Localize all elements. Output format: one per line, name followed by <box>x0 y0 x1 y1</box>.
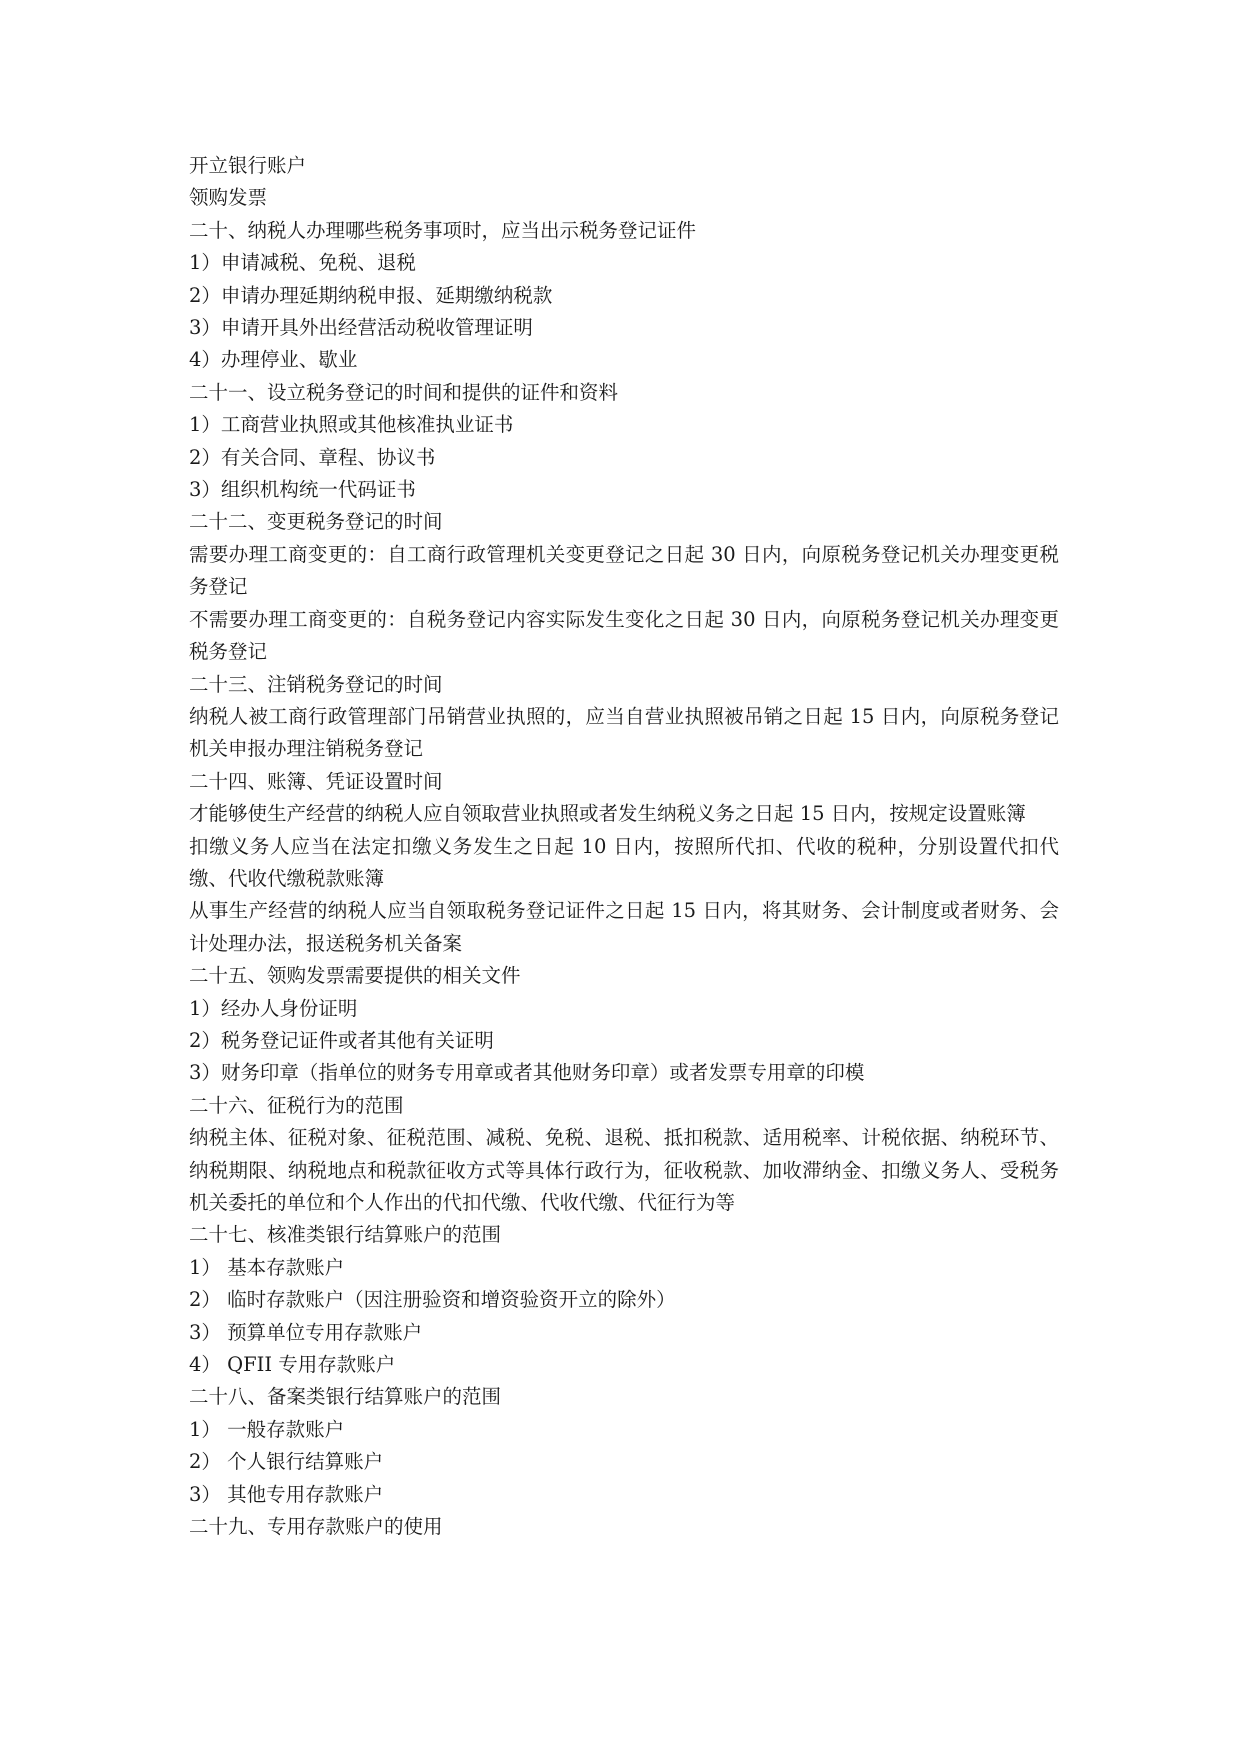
list-item: 3）组织机构统一代码证书 <box>189 478 416 502</box>
paragraph: 不需要办理工商变更的：自税务登记内容实际发生变化之日起 30 日内，向原税务登记机关办理变更税务登记 <box>189 607 1059 664</box>
section-heading: 二十八、备案类银行结算账户的范围 <box>189 1385 502 1409</box>
list-item: 1） 基本存款账户 <box>189 1255 345 1279</box>
text-line: 开立银行账户 <box>189 154 307 177</box>
paragraph: 从事生产经营的纳税人应当自领取税务登记证件之日起 15 日内，将其财务、会计制度或者财务、会计处理办法，报送税务机关备案 <box>189 899 1059 955</box>
paragraph: 纳税人被工商行政管理部门吊销营业执照的，应当自营业执照被吊销之日起 15 日内，向原税务登记机关申报办理注销税务登记 <box>189 704 1059 761</box>
list-item: 3） 预算单位专用存款账户 <box>189 1320 423 1344</box>
list-item: 4）办理停业、歇业 <box>189 348 358 372</box>
list-item: 1） 一般存款账户 <box>189 1417 345 1441</box>
list-item: 2）申请办理延期纳税申报、延期缴纳税款 <box>189 283 553 307</box>
list-item: 3） 其他专用存款账户 <box>189 1482 384 1506</box>
section-heading: 二十六、征税行为的范围 <box>189 1093 404 1117</box>
section-heading: 二十五、领购发票需要提供的相关文件 <box>189 964 521 988</box>
text-line: 领购发票 <box>189 186 268 210</box>
list-item: 3）财务印章（指单位的财务专用章或者其他财务印章）或者发票专用章的印模 <box>189 1061 865 1085</box>
section-heading: 二十三、注销税务登记的时间 <box>189 672 443 696</box>
section-heading: 二十、纳税人办理哪些税务事项时，应当出示税务登记证件 <box>189 218 697 242</box>
list-item: 2）有关合同、章程、协议书 <box>189 445 436 469</box>
document-body <box>189 150 1059 1543</box>
list-item: 4） QFII 专用存款账户 <box>189 1353 396 1377</box>
paragraph: 需要办理工商变更的：自工商行政管理机关变更登记之日起 30 日内，向原税务登记机关办理变更税务登记 <box>189 542 1059 599</box>
list-item: 1）工商营业执照或其他核准执业证书 <box>189 413 514 437</box>
section-heading: 二十二、变更税务登记的时间 <box>189 510 443 534</box>
section-heading: 二十九、专用存款账户的使用 <box>189 1515 443 1539</box>
paragraph: 扣缴义务人应当在法定扣缴义务发生之日起 10 日内，按照所代扣、代收的税种，分别设置代扣代缴、代收代缴税款账簿 <box>189 834 1059 890</box>
section-heading: 二十一、设立税务登记的时间和提供的证件和资料 <box>189 380 619 404</box>
list-item: 3）申请开具外出经营活动税收管理证明 <box>189 316 533 340</box>
paragraph: 才能够使生产经营的纳税人应自领取营业执照或者发生纳税义务之日起 15 日内，按规定设置账簿 <box>189 802 1026 826</box>
list-item: 1）经办人身份证明 <box>189 996 358 1020</box>
list-item: 2）税务登记证件或者其他有关证明 <box>189 1028 494 1052</box>
list-item: 2） 临时存款账户（因注册验资和增资验资开立的除外） <box>189 1288 676 1312</box>
list-item: 1）申请减税、免税、退税 <box>189 251 416 275</box>
section-heading: 二十四、账簿、凭证设置时间 <box>189 769 443 793</box>
paragraph: 纳税主体、征税对象、征税范围、减税、免税、退税、抵扣税款、适用税率、计税依据、纳税环节、纳税期限、纳税地点和税款征收方式等具体行政行为，征收税款、加收滞纳金、扣缴义务人、受税务机关委托的单位和个人作出的代扣代缴、代收代缴、代征行为等 <box>189 1126 1059 1214</box>
list-item: 2） 个人银行结算账户 <box>189 1450 384 1474</box>
section-heading: 二十七、核准类银行结算账户的范围 <box>189 1223 502 1247</box>
